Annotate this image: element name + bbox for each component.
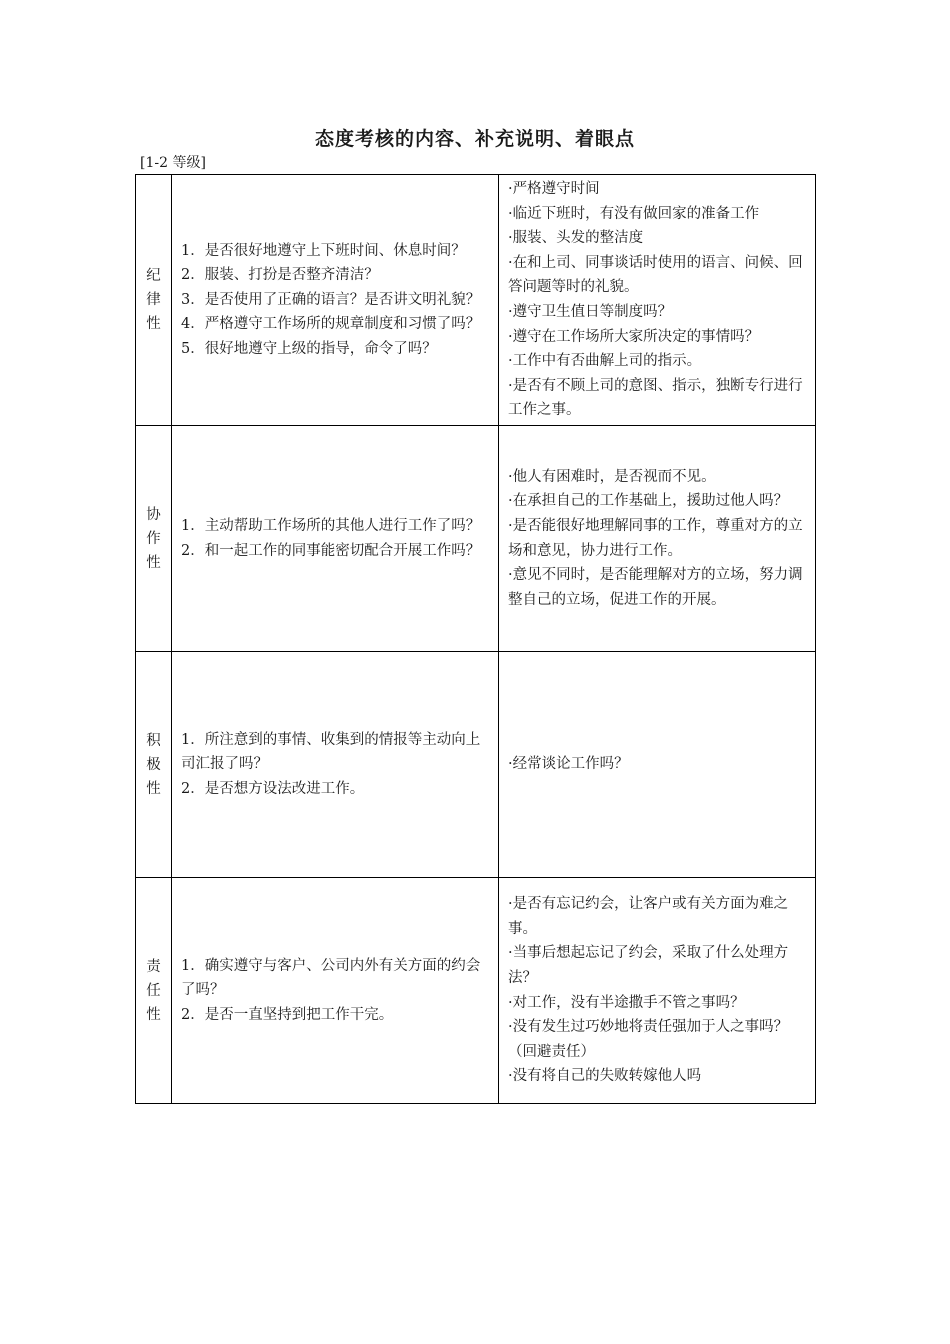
note-item: ·在承担自己的工作基础上，援助过他人吗？ [508,493,789,510]
category-char: 任 [146,982,161,999]
list-item: 1．是否很好地遵守上下班时间、休息时间？ [181,242,466,259]
list-item: 5．很好地遵守上级的指导，命令了吗？ [181,340,437,357]
note-item: ·是否有不顾上司的意图、指示，独断专行进行工作之事。 [508,377,803,419]
category-char: 性 [146,780,161,797]
list-item: 1．所注意到的事情、收集到的情报等主动向上司汇报了吗？ [181,731,481,773]
category-char: 性 [146,1006,161,1023]
note-item: ·工作中有否曲解上司的指示。 [508,353,702,370]
document-title: 态度考核的内容、补充说明、着眼点 [314,128,635,150]
category-char: 作 [146,530,161,547]
items-cell [172,426,499,652]
note-item: ·遵守卫生值日等制度吗？ [508,304,673,320]
assessment-table [135,174,816,1104]
note-item: ·遵守在工作场所大家所决定的事情吗？ [508,328,760,345]
notes-cell [499,652,816,878]
note-item: ·对工作，没有半途撒手不管之事吗？ [508,994,745,1011]
note-item: ·服装、头发的整洁度 [508,230,644,247]
items-cell [172,175,499,426]
note-item: （回避责任） [508,1043,595,1060]
category-cell [136,652,172,878]
note-item: ·当事后想起忘记了约会，采取了什么处理方法？ [508,945,789,986]
note-item: ·没有将自己的失败转嫁他人吗 [508,1068,702,1085]
note-item: ·他人有困难时，是否视而不见。 [508,468,716,485]
table-row [136,878,816,1104]
category-char: 性 [146,554,161,571]
table-row [136,426,816,652]
note-item: ·严格遵守时间 [508,181,600,198]
category-cell [136,175,172,426]
note-item: ·是否有忘记约会，让客户或有关方面为难之事。 [508,896,789,937]
category-char: 纪 [146,268,161,284]
note-item: ·是否能很好地理解同事的工作，尊重对方的立场和意见，协力进行工作。 [508,517,803,559]
table-row [136,652,816,878]
category-char: 性 [146,316,161,332]
note-item: ·在和上司、同事谈话时使用的语言、问候、回答问题等时的礼貌。 [508,254,803,296]
note-item: ·临近下班时，有没有做回家的准备工作 [508,205,760,222]
items-cell [172,878,499,1104]
notes-cell [499,175,816,426]
category-cell [136,426,172,652]
note-item: ·经常谈论工作吗？ [508,756,629,773]
category-char: 责 [146,958,161,975]
items-cell [172,652,499,878]
notes-cell [499,426,816,652]
category-char: 极 [146,756,161,773]
list-item: 2．是否想方设法改进工作。 [181,780,365,797]
list-item: 1．主动帮助工作场所的其他人进行工作了吗？ [181,517,481,534]
list-item: 2．是否一直坚持到把工作干完。 [181,1006,394,1023]
category-char: 律 [146,292,161,308]
table-row [136,175,816,426]
note-item: ·意见不同时，是否能理解对方的立场，努力调整自己的立场，促进工作的开展。 [508,567,803,608]
list-item: 3．是否使用了正确的语言？是否讲文明礼貌？ [181,291,481,308]
grade-label: [1-2 等级] [140,155,206,171]
notes-cell [499,878,816,1104]
list-item: 2．服装、打扮是否整齐清洁？ [181,267,379,284]
list-item: 1．确实遵守与客户、公司内外有关方面的约会了吗？ [181,957,481,999]
category-char: 积 [146,732,161,749]
list-item: 4．严格遵守工作场所的规章制度和习惯了吗？ [181,316,481,333]
note-item: ·没有发生过巧妙地将责任强加于人之事吗？ [508,1019,789,1036]
category-cell [136,878,172,1104]
category-char: 协 [146,506,161,523]
list-item: 2．和一起工作的同事能密切配合开展工作吗？ [181,542,481,559]
